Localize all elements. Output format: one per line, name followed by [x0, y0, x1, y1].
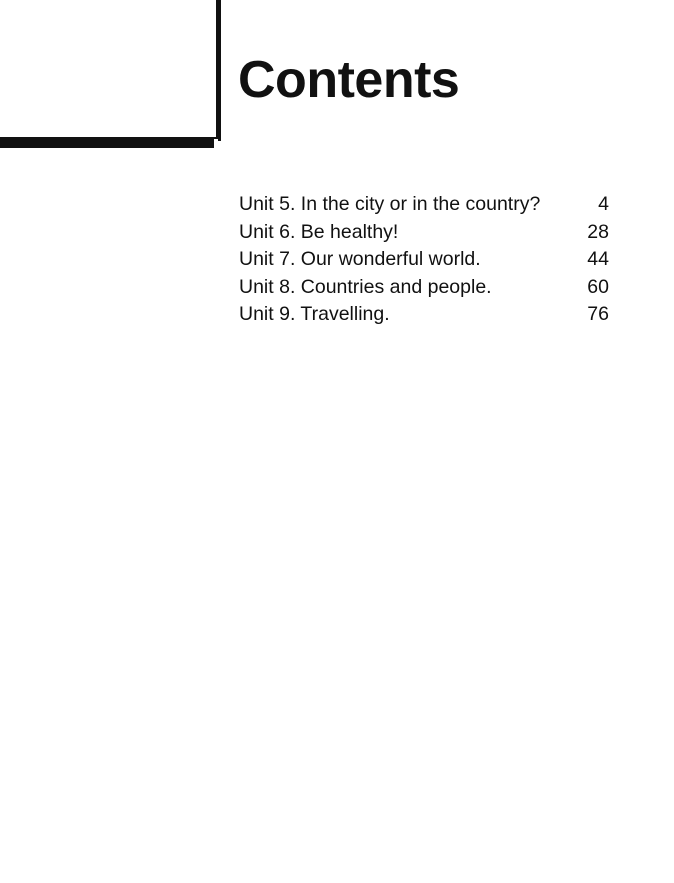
table-of-contents: [239, 191, 609, 329]
toc-entry-title: Unit 8. Countries and people.: [239, 275, 492, 298]
decorative-box-shadow-edge: [218, 0, 221, 141]
toc-entry-title: Unit 5. In the city or in the country?: [239, 193, 541, 215]
toc-entry-title: Unit 9. Travelling.: [239, 303, 390, 325]
toc-entry-page: 76: [587, 303, 609, 325]
toc-entry-page: 60: [587, 275, 609, 298]
toc-entry[interactable]: [239, 274, 609, 302]
decorative-box-shadow: [0, 139, 214, 148]
toc-entry-page: 44: [587, 248, 609, 270]
page-title: Contents: [238, 51, 460, 109]
toc-entry[interactable]: [239, 219, 609, 247]
toc-entry-title: Unit 7. Our wonderful world.: [239, 248, 481, 270]
toc-entry[interactable]: [239, 191, 609, 219]
toc-entry[interactable]: [239, 246, 609, 274]
decorative-box: [0, 0, 218, 139]
toc-entry-page: 28: [587, 220, 609, 243]
toc-entry[interactable]: [239, 301, 609, 329]
toc-entry-page: 4: [598, 193, 609, 215]
toc-entry-title: Unit 6. Be healthy!: [239, 220, 399, 243]
